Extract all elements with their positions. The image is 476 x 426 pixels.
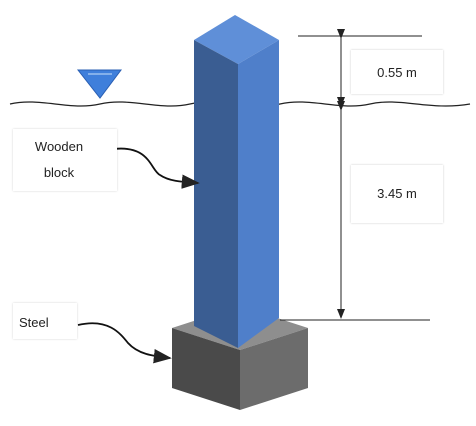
dimension-lower-value: 3.45 m (377, 186, 417, 201)
wooden-label-line2: block (43, 165, 75, 180)
wooden-block-label-box (13, 129, 117, 191)
wood-left-face (194, 40, 238, 348)
wooden-callout-arrow (107, 149, 198, 183)
steel-callout-arrow (78, 323, 170, 358)
steel-label: Steel (19, 315, 49, 330)
wooden-label-line1: Wooden (34, 139, 84, 154)
dimension-upper-label-box (351, 50, 443, 94)
steel-label-box (13, 303, 77, 339)
dimension-upper-value: 0.55 m (377, 65, 417, 80)
wooden-block (194, 15, 279, 348)
wood-right-face (238, 40, 279, 348)
dimension-lower-label-box (351, 165, 443, 223)
